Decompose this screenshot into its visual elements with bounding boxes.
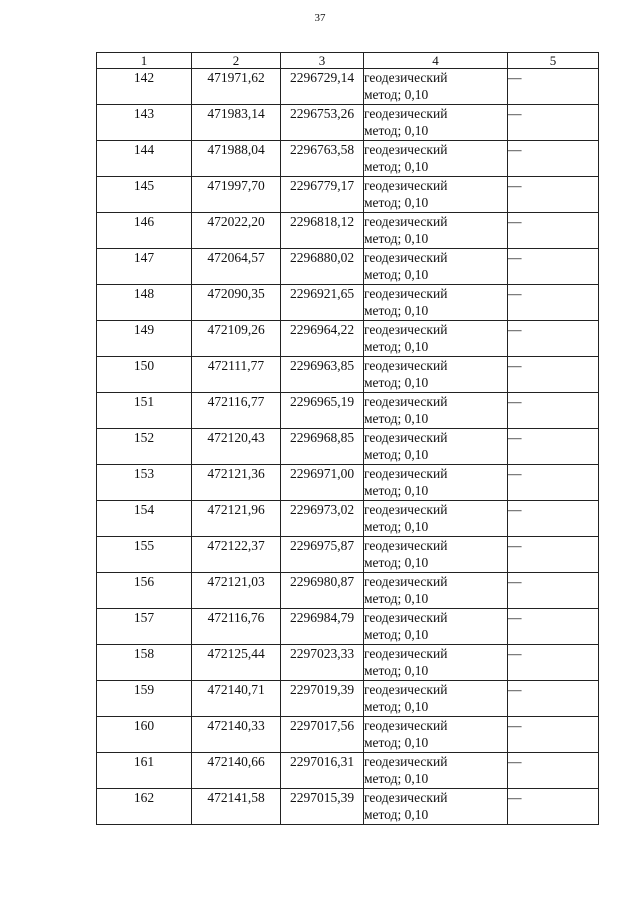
method-line-2: метод; 0,10 <box>364 771 429 786</box>
coordinate-y: 2296973,02 <box>281 501 364 537</box>
table-row <box>97 69 599 105</box>
note-cell <box>508 609 599 645</box>
coordinate-y: 2297019,39 <box>281 681 364 717</box>
point-number: 145 <box>97 177 192 213</box>
method-line-1: геодезический <box>364 286 448 301</box>
method-line-2: метод; 0,10 <box>364 555 429 570</box>
dash-mark: — <box>508 430 522 445</box>
method-line-2: метод; 0,10 <box>364 123 429 138</box>
method-line-1: геодезический <box>364 574 448 589</box>
dash-mark: — <box>508 610 522 625</box>
coordinate-y: 2296729,14 <box>281 69 364 105</box>
method-line-2: метод; 0,10 <box>364 267 429 282</box>
method-cell <box>364 645 508 681</box>
method-cell <box>364 321 508 357</box>
note-cell <box>508 141 599 177</box>
coordinate-x: 471983,14 <box>192 105 281 141</box>
point-number: 148 <box>97 285 192 321</box>
page-number: 37 <box>314 12 326 24</box>
point-number: 154 <box>97 501 192 537</box>
method-line-2: метод; 0,10 <box>364 807 429 822</box>
coordinate-x: 472125,44 <box>192 645 281 681</box>
method-line-2: метод; 0,10 <box>364 627 429 642</box>
method-cell <box>364 465 508 501</box>
method-cell <box>364 285 508 321</box>
method-line-2: метод; 0,10 <box>364 375 429 390</box>
note-cell <box>508 213 599 249</box>
note-cell <box>508 573 599 609</box>
table-row <box>97 537 599 573</box>
coordinate-x: 472090,35 <box>192 285 281 321</box>
method-line-2: метод; 0,10 <box>364 411 429 426</box>
method-cell <box>364 573 508 609</box>
note-cell <box>508 321 599 357</box>
dash-mark: — <box>508 394 522 409</box>
column-header-5: 5 <box>508 53 599 69</box>
dash-mark: — <box>508 250 522 265</box>
table-row <box>97 645 599 681</box>
table-row <box>97 753 599 789</box>
coordinate-y: 2297023,33 <box>281 645 364 681</box>
note-cell <box>508 285 599 321</box>
dash-mark: — <box>508 106 522 121</box>
method-line-1: геодезический <box>364 790 448 805</box>
table-row <box>97 321 599 357</box>
method-line-2: метод; 0,10 <box>364 195 429 210</box>
table-row <box>97 717 599 753</box>
method-cell <box>364 393 508 429</box>
method-line-1: геодезический <box>364 358 448 373</box>
coordinate-y: 2296975,87 <box>281 537 364 573</box>
coordinate-x: 472111,77 <box>192 357 281 393</box>
table-header <box>97 53 599 69</box>
method-line-1: геодезический <box>364 178 448 193</box>
coordinate-y: 2296965,19 <box>281 393 364 429</box>
dash-mark: — <box>508 790 522 805</box>
method-cell <box>364 789 508 825</box>
coordinate-y: 2296779,17 <box>281 177 364 213</box>
method-line-1: геодезический <box>364 646 448 661</box>
note-cell <box>508 753 599 789</box>
point-number: 156 <box>97 573 192 609</box>
dash-mark: — <box>508 538 522 553</box>
coordinate-y: 2296753,26 <box>281 105 364 141</box>
note-cell <box>508 249 599 285</box>
method-cell <box>364 717 508 753</box>
table-row <box>97 141 599 177</box>
table-row <box>97 249 599 285</box>
coordinate-x: 471997,70 <box>192 177 281 213</box>
method-line-1: геодезический <box>364 538 448 553</box>
note-cell <box>508 105 599 141</box>
method-cell <box>364 177 508 213</box>
coordinate-y: 2296980,87 <box>281 573 364 609</box>
method-line-2: метод; 0,10 <box>364 699 429 714</box>
dash-mark: — <box>508 286 522 301</box>
coordinate-x: 472120,43 <box>192 429 281 465</box>
point-number: 159 <box>97 681 192 717</box>
coordinate-x: 472022,20 <box>192 213 281 249</box>
coordinate-x: 472116,76 <box>192 609 281 645</box>
method-cell <box>364 105 508 141</box>
dash-mark: — <box>508 178 522 193</box>
method-cell <box>364 609 508 645</box>
coordinate-x: 472140,66 <box>192 753 281 789</box>
point-number: 142 <box>97 69 192 105</box>
dash-mark: — <box>508 754 522 769</box>
table-row <box>97 393 599 429</box>
method-line-2: метод; 0,10 <box>364 735 429 750</box>
method-line-1: геодезический <box>364 142 448 157</box>
dash-mark: — <box>508 214 522 229</box>
method-line-1: геодезический <box>364 502 448 517</box>
method-line-1: геодезический <box>364 430 448 445</box>
table-row <box>97 285 599 321</box>
point-number: 158 <box>97 645 192 681</box>
point-number: 160 <box>97 717 192 753</box>
table-row <box>97 177 599 213</box>
point-number: 150 <box>97 357 192 393</box>
coordinate-x: 472141,58 <box>192 789 281 825</box>
method-line-2: метод; 0,10 <box>364 663 429 678</box>
coordinate-y: 2296763,58 <box>281 141 364 177</box>
method-cell <box>364 501 508 537</box>
note-cell <box>508 501 599 537</box>
note-cell <box>508 357 599 393</box>
coordinate-x: 472116,77 <box>192 393 281 429</box>
method-line-2: метод; 0,10 <box>364 483 429 498</box>
table-row <box>97 357 599 393</box>
method-line-1: геодезический <box>364 106 448 121</box>
note-cell <box>508 537 599 573</box>
coordinate-x: 472121,36 <box>192 465 281 501</box>
column-header-1: 1 <box>97 53 192 69</box>
method-line-2: метод; 0,10 <box>364 231 429 246</box>
method-cell <box>364 357 508 393</box>
method-cell <box>364 681 508 717</box>
method-line-1: геодезический <box>364 754 448 769</box>
column-header-3: 3 <box>281 53 364 69</box>
coordinate-x: 472140,71 <box>192 681 281 717</box>
coordinate-x: 472122,37 <box>192 537 281 573</box>
coordinate-y: 2297016,31 <box>281 753 364 789</box>
dash-mark: — <box>508 322 522 337</box>
coordinate-x: 472109,26 <box>192 321 281 357</box>
method-line-2: метод; 0,10 <box>364 339 429 354</box>
dash-mark: — <box>508 466 522 481</box>
method-line-1: геодезический <box>364 70 448 85</box>
method-cell <box>364 537 508 573</box>
point-number: 151 <box>97 393 192 429</box>
coordinate-y: 2296964,22 <box>281 321 364 357</box>
note-cell <box>508 645 599 681</box>
table-row <box>97 105 599 141</box>
coordinate-y: 2296880,02 <box>281 249 364 285</box>
point-number: 144 <box>97 141 192 177</box>
point-number: 153 <box>97 465 192 501</box>
method-cell <box>364 69 508 105</box>
coordinates-table <box>96 52 599 825</box>
point-number: 143 <box>97 105 192 141</box>
coordinate-y: 2296921,65 <box>281 285 364 321</box>
method-cell <box>364 249 508 285</box>
table-body <box>97 69 599 825</box>
coordinate-y: 2296968,85 <box>281 429 364 465</box>
dash-mark: — <box>508 574 522 589</box>
method-cell <box>364 213 508 249</box>
table-row <box>97 465 599 501</box>
method-line-1: геодезический <box>364 466 448 481</box>
table-row <box>97 573 599 609</box>
point-number: 157 <box>97 609 192 645</box>
point-number: 152 <box>97 429 192 465</box>
table-row <box>97 789 599 825</box>
table-row <box>97 429 599 465</box>
coordinate-x: 471988,04 <box>192 141 281 177</box>
note-cell <box>508 177 599 213</box>
point-number: 161 <box>97 753 192 789</box>
method-line-2: метод; 0,10 <box>364 87 429 102</box>
note-cell <box>508 429 599 465</box>
method-line-1: геодезический <box>364 394 448 409</box>
method-cell <box>364 429 508 465</box>
method-line-1: геодезический <box>364 250 448 265</box>
table-row <box>97 213 599 249</box>
method-line-1: геодезический <box>364 610 448 625</box>
method-line-2: метод; 0,10 <box>364 303 429 318</box>
dash-mark: — <box>508 142 522 157</box>
point-number: 147 <box>97 249 192 285</box>
dash-mark: — <box>508 358 522 373</box>
coordinate-x: 472140,33 <box>192 717 281 753</box>
column-header-4: 4 <box>364 53 508 69</box>
note-cell <box>508 789 599 825</box>
dash-mark: — <box>508 718 522 733</box>
coordinate-y: 2296818,12 <box>281 213 364 249</box>
dash-mark: — <box>508 70 522 85</box>
header-row <box>97 53 599 69</box>
method-line-1: геодезический <box>364 718 448 733</box>
coordinate-x: 472121,96 <box>192 501 281 537</box>
dash-mark: — <box>508 502 522 517</box>
dash-mark: — <box>508 682 522 697</box>
note-cell <box>508 681 599 717</box>
method-line-2: метод; 0,10 <box>364 591 429 606</box>
method-cell <box>364 753 508 789</box>
coordinate-y: 2296963,85 <box>281 357 364 393</box>
coordinate-x: 471971,62 <box>192 69 281 105</box>
method-cell <box>364 141 508 177</box>
coordinate-y: 2296984,79 <box>281 609 364 645</box>
method-line-1: геодезический <box>364 214 448 229</box>
method-line-2: метод; 0,10 <box>364 159 429 174</box>
coordinate-y: 2297017,56 <box>281 717 364 753</box>
note-cell <box>508 393 599 429</box>
dash-mark: — <box>508 646 522 661</box>
method-line-2: метод; 0,10 <box>364 447 429 462</box>
method-line-2: метод; 0,10 <box>364 519 429 534</box>
coordinate-x: 472064,57 <box>192 249 281 285</box>
note-cell <box>508 465 599 501</box>
note-cell <box>508 69 599 105</box>
table-row <box>97 609 599 645</box>
column-header-2: 2 <box>192 53 281 69</box>
point-number: 149 <box>97 321 192 357</box>
coordinate-x: 472121,03 <box>192 573 281 609</box>
note-cell <box>508 717 599 753</box>
point-number: 146 <box>97 213 192 249</box>
method-line-1: геодезический <box>364 682 448 697</box>
coordinate-y: 2296971,00 <box>281 465 364 501</box>
table-row <box>97 681 599 717</box>
method-line-1: геодезический <box>364 322 448 337</box>
point-number: 155 <box>97 537 192 573</box>
coordinate-y: 2297015,39 <box>281 789 364 825</box>
table-row <box>97 501 599 537</box>
point-number: 162 <box>97 789 192 825</box>
